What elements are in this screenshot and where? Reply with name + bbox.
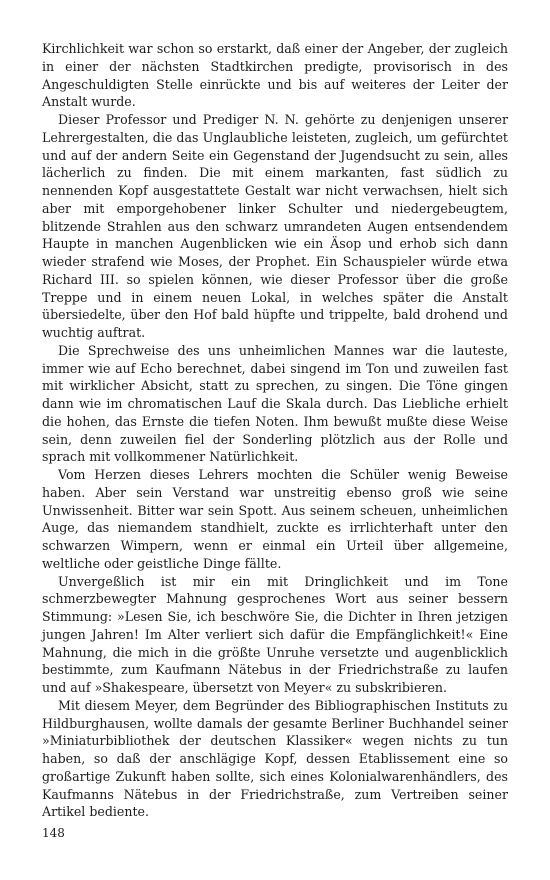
paragraph-speech-manner: Die Sprechweise des uns unheimlichen Mannes war die lauteste, immer wie auf Echo berechnet, dabei singend im Ton und zuweilen fast mit wirklicher Absicht, statt zu sprechen, zu singen. Die Töne gingen dann wie im chromatischen Lauf die Skala durch. Das Liebliche erhielt die hohen, das Ernste die tiefen Noten. Ihm bewußt mußte diese Weise sein, denn zuweilen fiel der Sonderling plötzlich aus der Rolle und sprach mit vollkommener Natürlichkeit. (42, 342, 508, 465)
paragraph-admonition: Unvergeßlich ist mir ein mit Dringlichkeit und im Tone schmerzbewegter Mahnung gesprochenes Wort aus seiner bessern Stimmung: »Lesen Sie, ich beschwöre Sie, die Dichter in Ihren jetzigen jungen Jahren! Im Alter verliert sich dafür die Empfänglichkeit!« Eine Mahnung, die mich in die größte Unruhe versetzte und augenblicklich bestimmte, zum Kaufmann Nätebus in der Friedrichstraße zu laufen und auf »Shakespeare, übersetzt von Meyer« zu subskribieren. (42, 573, 508, 695)
page-body (42, 40, 508, 821)
paragraph-continuation: Kirchlichkeit war schon so erstarkt, daß einer der Angeber, der zugleich in einer der nächsten Stadtkirchen predigte, provisorisch in des Angeschuldigten Stelle einrückte und bis auf weiteres der Leiter der Anstalt wurde. (42, 41, 508, 110)
paragraph-professor-description: Dieser Professor und Prediger N. N. gehörte zu denjenigen unserer Lehrergestalten, die das Unglaubliche leisteten, zugleich, um gefürchtet und auf der andern Seite ein Gegenstand der Jugendsucht zu sein, alles lächerlich zu finden. Die mit einem markanten, fast südlich zu nennenden Kopf ausgestattete Gestalt war nicht verwachsen, hielt sich aber mit emporgehobener linker Schulter und niedergebeugtem, blitzende Strahlen aus den schwarz umrandeten Augen entsendendem Haupte in manchen Augenblicken wie ein Äsop und erhob sich dann wieder strafend wie Moses, der Prophet. Ein Schauspieler würde etwa Richard III. so spielen können, wie dieser Professor über die große Treppe und in einem neuen Lokal, in welches später die Anstalt übersiedelte, über den Hof bald hüpfte und trippelte, bald drohend und wuchtig auftrat. (42, 112, 508, 340)
paragraph-teacher-character: Vom Herzen dieses Lehrers mochten die Schüler wenig Beweise haben. Aber sein Verstand war unstreitig ebenso groß wie seine Unwissenheit. Bitter war sein Spott. Aus seinem scheuen, unheimlichen Auge, das niemandem standhielt, zuckte es irrlichterhaft unter den schwarzen Wimpern, wenn er einmal ein Urteil über allgemeine, weltliche oder geistliche Dinge fällte. (42, 467, 508, 571)
page-number: 148 (42, 826, 65, 840)
paragraph-meyer-institute: Mit diesem Meyer, dem Begründer des Bibliographischen Instituts zu Hildburghausen, wollte damals der gesamte Berliner Buchhandel seiner »Miniaturbibliothek der deutschen Klassiker« wegen nichts zu tun haben, so daß der anschlägige Kopf, dessen Etablissement eine so großartige Zukunft haben sollte, sich eines Kolonialwarenhändlers, des Kaufmanns Nätebus in der Friedrichstraße, zum Vertreiben seiner Artikel bediente. (42, 697, 508, 820)
